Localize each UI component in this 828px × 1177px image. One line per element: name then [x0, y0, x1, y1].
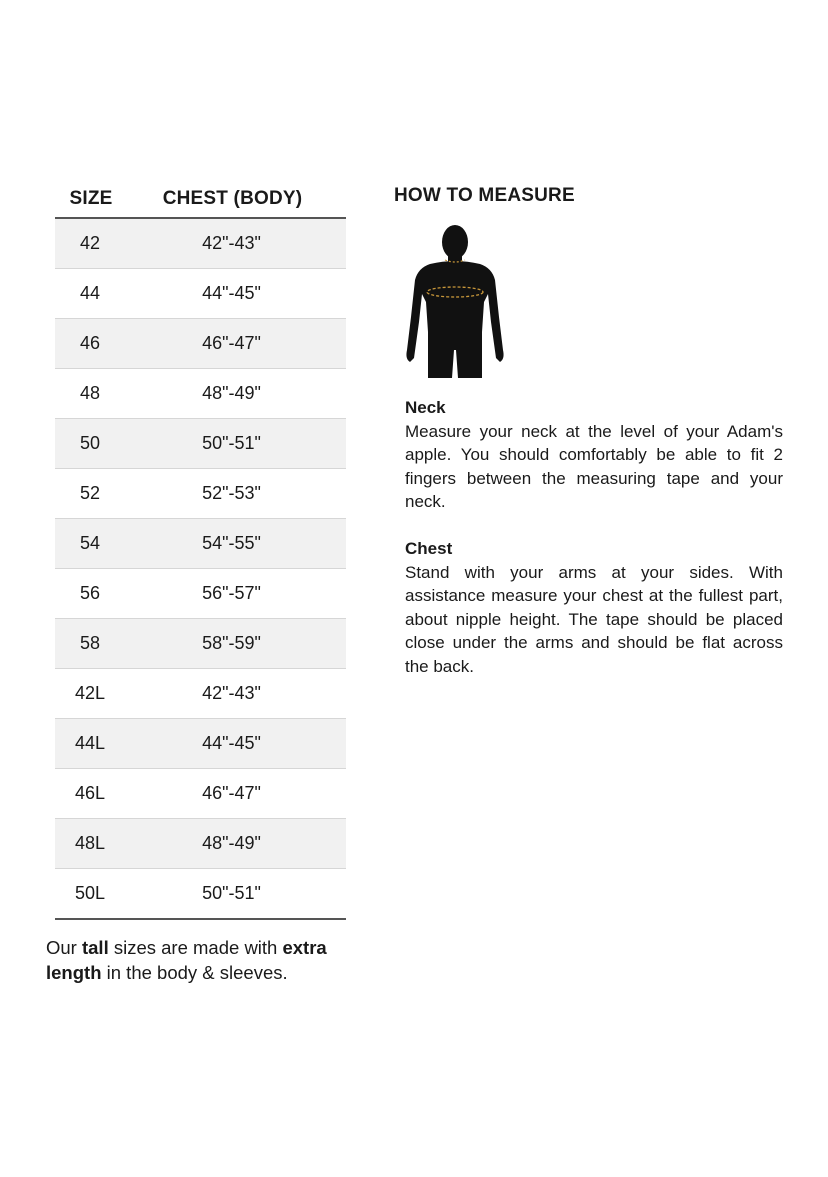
- how-to-measure-title: HOW TO MEASURE: [394, 185, 575, 206]
- table-row: [55, 319, 346, 369]
- table-row: [55, 469, 346, 519]
- chest-cell: 42"-43": [202, 233, 261, 253]
- tall-sizes-note: [46, 935, 366, 985]
- size-cell: 48L: [74, 833, 106, 853]
- size-cell: 50L: [74, 883, 106, 903]
- chest-cell: 48"-49": [202, 833, 261, 853]
- size-cell: 44: [79, 283, 101, 303]
- note-bold-tall: tall: [81, 937, 109, 958]
- table-row: [55, 519, 346, 569]
- chest-cell: 42"-43": [202, 683, 261, 703]
- size-cell: 42: [79, 233, 101, 253]
- table-row: [55, 669, 346, 719]
- size-cell: 50: [79, 433, 101, 453]
- note-text: sizes are made with: [108, 937, 283, 958]
- table-row: [55, 769, 346, 819]
- chest-cell: 50"-51": [202, 433, 261, 453]
- table-row: [55, 819, 346, 869]
- chest-cell: 46"-47": [202, 333, 261, 353]
- table-row: [55, 419, 346, 469]
- neck-heading: Neck: [405, 398, 446, 417]
- size-column-header: SIZE: [69, 187, 113, 209]
- chest-cell: 50"-51": [202, 883, 261, 903]
- chest-cell: 46"-47": [202, 783, 261, 803]
- chest-cell: 54"-55": [202, 533, 261, 553]
- table-row: [55, 219, 346, 269]
- chest-heading: Chest: [405, 539, 453, 558]
- chest-instructions: Stand with your arms at your sides. With assistance measure your chest at the fullest part, about nipple height. The tape should be placed close under the arms and should be flat across the back.: [405, 562, 783, 676]
- neck-instructions: Measure your neck at the level of your Adam's apple. You should comfortably be able to fit 2 fingers between the measuring tape and your neck.: [405, 421, 783, 511]
- table-row: [55, 619, 346, 669]
- size-cell: 44L: [74, 733, 106, 753]
- chest-column-header: CHEST (BODY): [162, 187, 303, 209]
- note-text: in the body & sleeves.: [101, 962, 288, 983]
- size-cell: 48: [79, 383, 101, 403]
- chest-cell: 44"-45": [202, 283, 261, 303]
- size-cell: 56: [79, 583, 101, 603]
- chest-cell: 48"-49": [202, 383, 261, 403]
- chest-cell: 58"-59": [202, 633, 261, 653]
- size-chart-table: [55, 180, 346, 920]
- size-cell: 46L: [74, 783, 106, 803]
- size-cell: 58: [79, 633, 101, 653]
- note-text: Our: [46, 937, 82, 958]
- table-row: [55, 569, 346, 619]
- table-row: [55, 869, 346, 920]
- note-bold-extra-length: extra length: [46, 937, 327, 983]
- size-cell: 54: [79, 533, 101, 553]
- chest-cell: 44"-45": [202, 733, 261, 753]
- chest-cell: 52"-53": [202, 483, 261, 503]
- table-header: [55, 180, 346, 219]
- table-row: [55, 369, 346, 419]
- neck-section: [405, 396, 783, 514]
- table-row: [55, 269, 346, 319]
- size-cell: 52: [79, 483, 101, 503]
- body-silhouette-icon: [400, 222, 510, 382]
- size-cell: 46: [79, 333, 101, 353]
- size-cell: 42L: [74, 683, 106, 703]
- table-row: [55, 719, 346, 769]
- chest-cell: 56"-57": [202, 583, 261, 603]
- chest-section: [405, 537, 783, 678]
- table-body: [55, 219, 346, 920]
